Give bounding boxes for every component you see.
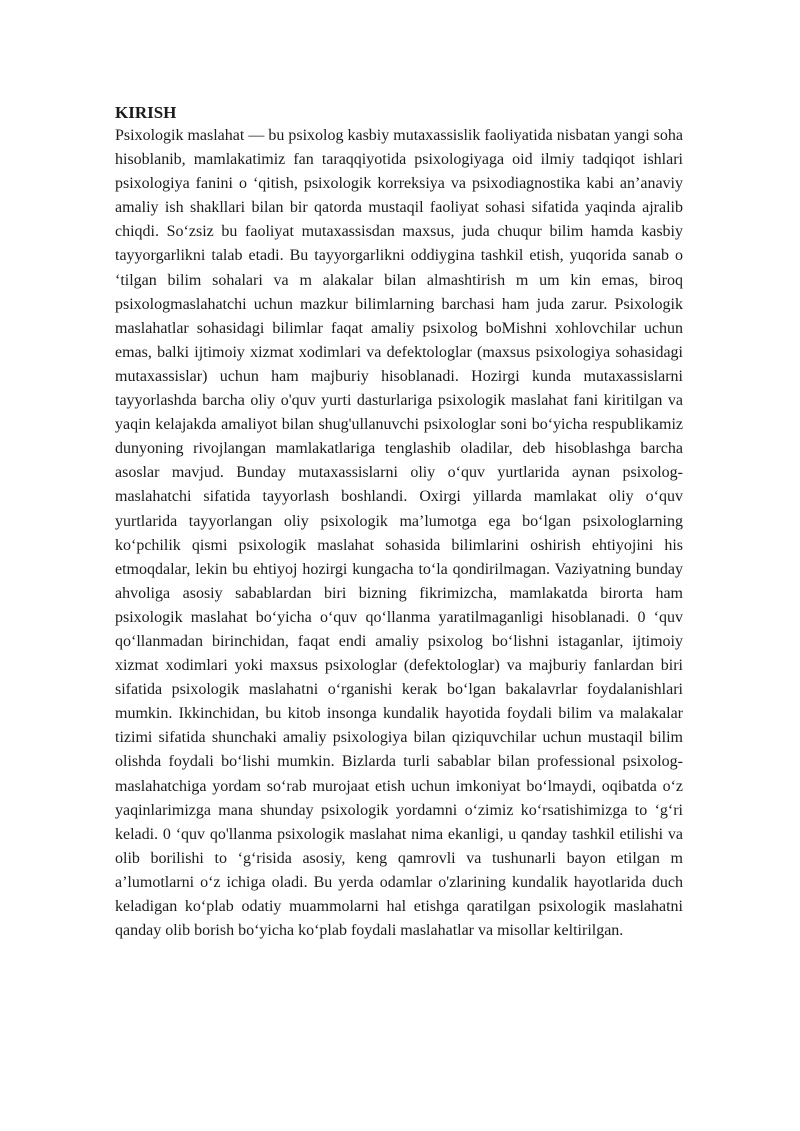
body-paragraph: Psixologik maslahat — bu psixolog kasbiy mutaxassislik faoliyatida nisbatan yangi soha hisoblanib, mamlakatimiz fan taraqqiyotida psixologiyaga oid ilmiy tadqiqot ishlari psixologiya fanini o ‘qitish, psixologik korreksiya va psixodiagnostika kabi an’anaviy amaliy ish shakllari bilan bir qatorda mustaqil faoliyat sohasi sifatida yaqinda ajralib chiqdi. So‘zsiz bu faoliyat mutaxassisdan maxsus, juda chuqur bilim hamda kasbiy tayyorgarlikni talab etadi. Bu tayyorgarlikni oddiygina tashkil etish, yuqorida sanab o ‘tilgan bilim sohalari va m alakalar bilan almashtirish m um kin emas, biroq psixologmaslahatchi uchun mazkur bilimlarning barchasi ham juda zarur. Psixologik maslahatlar sohasidagi bilimlar faqat amaliy psixolog boMishni xohlovchilar uchun emas, balki ijtimoiy xizmat xodimlari va defektologlar (maxsus psixologiya sohasidagi mutaxassislar) uchun ham majburiy hisoblanadi. Hozirgi kunda mutaxassislarni tayyorlashda barcha oliy o'quv yurti dasturlariga psixologik maslahat fani kiritilgan va yaqin kelajakda amaliyot bilan shug'ullanuvchi psixologlar soni bo‘yicha respublikamiz dunyoning rivojlangan mamlakatlariga tenglashib oladilar, deb hisoblashga barcha asoslar mavjud. Bunday mutaxassislarni oliy o‘quv yurtlarida aynan psixolog-maslahatchi sifatida tayyorlash boshlandi. Oxirgi yillarda mamlakat oliy o‘quv yurtlarida tayyorlangan oliy psixologik ma’lumotga ega bo‘lgan psixologlarning ko‘pchilik qismi psixologik maslahat sohasida bilimlarini oshirish ehtiyojini his etmoqdalar, lekin bu ehtiyoj hozirgi kungacha to‘la qondirilmagan. Vaziyatning bunday ahvoliga asosiy sabablardan biri bizning fikrimizcha, mamlakatda birorta ham psixologik maslahat bo‘yicha o‘quv qo‘llanma yaratilmaganligi hisoblanadi. 0 ‘quv qo‘llanmadan birinchidan, faqat endi amaliy psixolog bo‘lishni istaganlar, ijtimoiy xizmat xodimlari yoki maxsus psixologlar (defektologlar) va majburiy fanlardan biri sifatida psixologik maslahatni o‘rganishi kerak bo‘lgan bakalavrlar foydalanishlari mumkin. Ikkinchidan, bu kitob insonga kundalik hayotida foydali bilim va malakalar tizimi sifatida shunchaki amaliy psixologiya bilan qiziquvchilar uchun mustaqil bilim olishda foydali bo‘lishi mumkin. Bizlarda turli sabablar bilan professional psixolog-maslahatchiga yordam so‘rab murojaat etish uchun imkoniyat bo‘lmaydi, oqibatda o‘z yaqinlarimizga mana shunday psixologik yordamni o‘zimiz ko‘rsatishimizga to ‘g‘ri keladi. 0 ‘quv qo'llanma psixologik maslahat nima ekanligi, u qanday tashkil etilishi va olib borilishi to ‘g‘risida asosiy, keng qamrovli va tushunarli bayon etilgan m a’lumotlarni o‘z ichiga oladi. Bu yerda odamlar o'zlarining kundalik hayotlarida duch keladigan ko‘plab odatiy muammolarni hal etishga qaratilgan psixologik maslahatni qanday olib borish bo‘yicha ko‘plab foydali maslahatlar va misollar keltirilgan. <box>115 127 683 940</box>
document-body <box>115 102 683 943</box>
section-heading: KIRISH <box>115 103 177 122</box>
